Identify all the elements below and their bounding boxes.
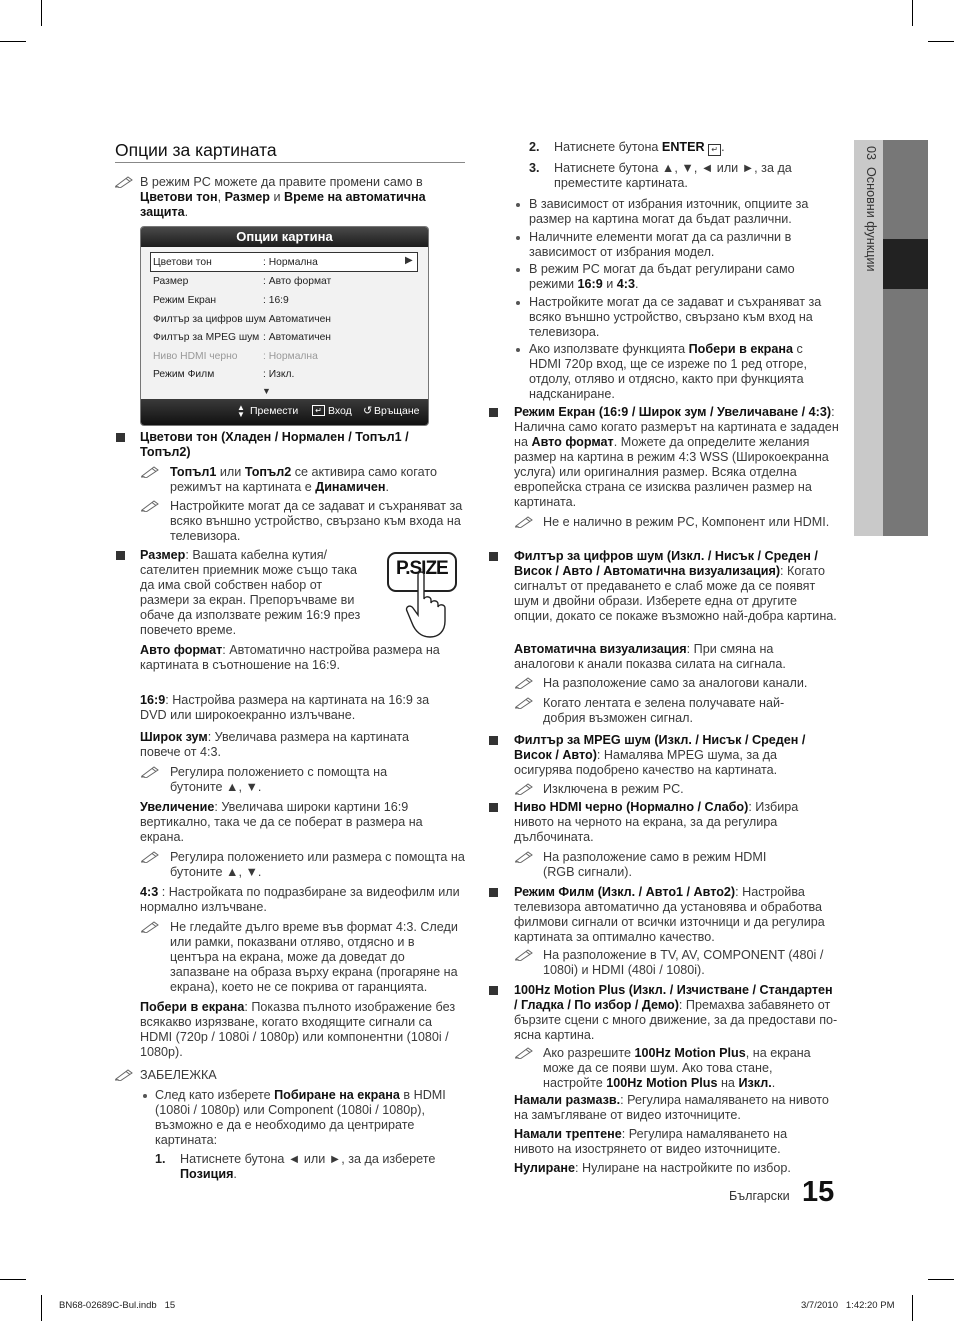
picture-options-menu xyxy=(140,226,429,426)
crop-mark xyxy=(912,1295,913,1321)
chevron-right-icon: ▶ xyxy=(405,255,413,266)
color-tone-note-2: Настройките могат да се задават и съхраняват за всяко външно устройство, свързано към входа на телевизора. xyxy=(170,499,463,543)
zoom-paragraph: Увеличение: Увеличава широки картини 16:9 вертикално, така че да се поберат в размера на екрана. xyxy=(140,800,423,844)
motion-plus-note: Ако разрешите 100Hz Motion Plus, на екрана може да се появи шум. Ако това стане, настройте 100Hz Motion Plus на Изкл.. xyxy=(543,1046,811,1090)
note-icon xyxy=(514,849,536,863)
step-number: 3. xyxy=(529,161,540,175)
print-file-info: BN68-02689C-Bul.indb 15 xyxy=(59,1300,176,1311)
bullet-dot xyxy=(516,348,520,352)
ratio-43-note: Не гледайте дълго време във формат 4:3. Следи или рамки, показвани отляво, отдясно и в центъра на екрана, може да доведат до запазване на образа върху екрана (прогаряне на екрана), което не се покрива от гаранцията. xyxy=(170,920,458,994)
page-heading: Опции за картината xyxy=(115,140,277,160)
film-mode-paragraph: Режим Филм (Изкл. / Авто1 / Авто2): Настройва телевизора автоматично да установява и обработва филмови сигнали от всички източници и да регулира картината за оптимално качество. xyxy=(514,885,825,944)
info-bullet: В режим PC могат да бъдат регулирани само режими 16:9 и 4:3. xyxy=(529,262,795,291)
info-bullet: Ако използвате функцията Побери в екрана с HDMI 720p вход, ще се изреже по 1 ред отгоре, отдолу, отляво и отдясно, както при функцията надсканиране. xyxy=(529,342,807,401)
zoom-note: Регулира положението или размера с помощта на бутоните ▲, ▼. xyxy=(170,850,465,879)
ratio-169-paragraph: 16:9: Настройва размера на картината на 16:9 за DVD или широкоекранно излъчване. xyxy=(140,693,430,722)
crop-mark xyxy=(0,1279,26,1280)
chapter-number: 03 xyxy=(864,146,878,161)
wide-zoom-note: Регулира положението с помощта на бутоните ▲, ▼. xyxy=(170,765,388,794)
note-icon xyxy=(514,781,536,795)
bullet-dot xyxy=(516,268,520,272)
info-bullet: Настройките могат да се задават и съхраняват за всяко външно устройство, свързано към вход на телевизора. xyxy=(529,295,822,339)
remark-title: ЗАБЕЛЕЖКА xyxy=(140,1068,217,1082)
color-tone-note-1: Топъл1 или Топъл2 се активира само когато режимът на картината е Динамичен. xyxy=(170,465,437,494)
section-bullet xyxy=(116,433,125,442)
print-datetime: 3/7/2010 1:42:20 PM xyxy=(801,1300,895,1311)
footer-language: Български xyxy=(729,1189,790,1203)
section-bullet xyxy=(489,736,498,745)
step-3: Натиснете бутона ▲, ▼, ◄ или ►, за да преместите картината. xyxy=(554,161,792,190)
chapter-tab-marker xyxy=(883,239,928,289)
note-icon xyxy=(140,919,162,933)
wide-zoom-paragraph: Широк зум: Увеличава размера на картината повече от 4:3. xyxy=(140,730,410,759)
psize-button-illustration xyxy=(384,549,462,641)
step-2: Натиснете бутона ENTER ↵ . xyxy=(554,140,725,154)
note-icon xyxy=(514,675,536,689)
menu-row[interactable]: Режим Филм : Изкл. xyxy=(153,369,295,380)
crop-mark xyxy=(0,41,26,42)
note-icon xyxy=(140,764,162,778)
reset-paragraph: Нулиране: Нулиране на настройките по избор. xyxy=(514,1161,791,1175)
psize-label: P.SIZE xyxy=(396,558,448,579)
color-tone-title: Цветови тон (Хладен / Нормален / Топъл1 / Топъл2) xyxy=(140,430,409,459)
bullet-dot xyxy=(143,1094,147,1098)
menu-nav-bar xyxy=(141,399,428,425)
bullet-dot xyxy=(516,301,520,305)
intro-note: В режим PC можете да правите промени само в Цветови тон, Размер и Време на автоматична защита. xyxy=(140,175,426,219)
digital-nr-note-2: Когато лентата е зелена получавате най-добрия възможен сигнал. xyxy=(543,696,785,725)
note-icon xyxy=(514,1045,536,1059)
hdmi-black-note: На разположение само в режим HDMI (RGB сигнали). xyxy=(543,850,767,879)
pointing-hand-icon xyxy=(404,571,456,639)
digital-nr-note-1: На разположение само за аналогови канали. xyxy=(543,676,808,690)
note-icon xyxy=(514,695,536,709)
note-icon xyxy=(140,498,162,512)
step-number: 1. xyxy=(155,1152,166,1166)
note-icon xyxy=(114,174,136,188)
section-bullet xyxy=(489,803,498,812)
screen-mode-note: Не е налично в режим PC, Компонент или HDMI. xyxy=(543,515,830,529)
bullet-dot xyxy=(516,203,520,207)
nav-return-label: Връщане xyxy=(374,405,420,417)
chapter-tab-text xyxy=(858,146,878,526)
menu-row[interactable]: Филтър за MPEG шум : Автоматичен xyxy=(153,332,331,343)
scroll-down-icon[interactable]: ▼ xyxy=(262,386,271,396)
menu-row[interactable]: Размер : Авто формат xyxy=(153,276,332,287)
nav-enter-label: Вход xyxy=(328,405,352,417)
return-icon: ↺ xyxy=(363,405,373,417)
enter-icon: ↵ xyxy=(708,144,721,156)
info-bullet: В зависимост от избрания източник, опциите за размер на картина могат да бъдат различни. xyxy=(529,197,809,226)
film-mode-note: На разположение в TV, AV, COMPONENT (480i / 1080i) и HDMI (480i / 1080i). xyxy=(543,948,824,977)
menu-row[interactable]: Филтър за цифров шум : Автоматичен xyxy=(153,314,331,325)
crop-mark xyxy=(928,41,954,42)
section-bullet xyxy=(489,408,498,417)
page-number: 15 xyxy=(802,1176,835,1208)
menu-row[interactable]: Режим Екран : 16:9 xyxy=(153,295,289,306)
heading-rule xyxy=(115,162,465,163)
step-number: 2. xyxy=(529,140,540,154)
note-icon xyxy=(140,464,162,478)
step-1: Натиснете бутона ◄ или ►, за да изберете Позиция. xyxy=(180,1152,436,1181)
info-bullet: Наличните елементи могат да са различни в зависимост от избрания модел. xyxy=(529,230,792,259)
chapter-label: Основни функции xyxy=(864,167,878,272)
mpeg-nr-note: Изключена в режим PC. xyxy=(543,782,684,796)
move-icon: ▲ ▼ xyxy=(237,403,245,419)
hdmi-black-paragraph: Ниво HDMI черно (Нормално / Слабо): Избира нивото на черното на екрана, за да регулира дълбочината. xyxy=(514,800,799,844)
note-icon xyxy=(140,849,162,863)
motion-plus-paragraph: 100Hz Motion Plus (Изкл. / Изчистване / Стандартен / Гладка / По избор / Демо): Премахва забавянето от бързите сцени с много движение, за да предостави по-ясна картина. xyxy=(514,983,838,1042)
blur-reduction-paragraph: Намали размазв.: Регулира намаляването на нивото на замъгляване от видео източниците. xyxy=(514,1093,829,1122)
menu-title: Опции картина xyxy=(141,227,428,247)
auto-format-paragraph: Авто формат: Автоматично настройва размера на картината в съотношение на 16:9. xyxy=(140,643,440,672)
note-icon xyxy=(514,514,536,528)
mpeg-nr-paragraph: Филтър за MPEG шум (Изкл. / Нисък / Среден / Висок / Авто): Намалява MPEG шума, за да осигурява подобрено качество на картината. xyxy=(514,733,806,777)
screen-mode-paragraph: Режим Екран (16:9 / Широк зум / Увеличаване / 4:3): Налична само когато размерът на картината е зададен на Авто формат. Можете да определите желания размер на картина в режим 4:3 WSS (Широкоекранна услуга) или оригиналния размер. Всяка отделна европейска страна се изисква различен размер на картината. xyxy=(514,405,839,509)
nav-move-label: Премести xyxy=(250,405,299,417)
bullet-dot xyxy=(516,236,520,240)
chapter-tab-shade xyxy=(883,140,928,536)
ratio-43-paragraph: 4:3 : Настройката по подразбиране за видеофилм или нормално излъчване. xyxy=(140,885,460,914)
remark-bullet: След като изберете Побиране на екрана в HDMI (1080i / 1080p) или Component (1080i / 1080p), възможно е да е необходимо да центрирате картината: xyxy=(155,1088,446,1147)
fit-screen-paragraph: Побери в екрана: Показва пълното изображение без всякакво изрязване, когато входящите сигнали са HDMI (720p / 1080i / 1080p) или компонентни (1080i / 1080p). xyxy=(140,1000,456,1059)
menu-row-disabled: Ниво HDMI черно : Нормална xyxy=(153,351,318,362)
note-icon xyxy=(514,947,536,961)
section-bullet xyxy=(489,888,498,897)
enter-icon: ↵ xyxy=(312,405,325,416)
section-bullet xyxy=(116,551,125,560)
crop-mark xyxy=(912,0,913,26)
judder-reduction-paragraph: Намали трептене: Регулира намаляването на нивото на изострянето от видео източниците. xyxy=(514,1127,788,1156)
size-paragraph: Размер: Вашата кабелна кутия/ сателитен приемник може също така да има свой собствен набор от размери за екран. Препоръчваме ви обаче да използвате режим 16:9 през повечето време. xyxy=(140,548,361,637)
crop-mark xyxy=(41,1295,42,1321)
auto-visualization-paragraph: Автоматична визуализация: При смяна на аналогови к анали показва силата на сигнала. xyxy=(514,642,786,671)
section-bullet xyxy=(489,986,498,995)
digital-nr-paragraph: Филтър за цифров шум (Изкл. / Нисък / Среден / Висок / Авто / Автоматична визуализация): Когато сигналът от предаването е слаб може да се появят шум и двойни образи. Изберете една от другите опции, докато се покаже възможно най-добра картина. xyxy=(514,549,837,623)
crop-mark xyxy=(928,1279,954,1280)
crop-mark xyxy=(41,0,42,26)
menu-row[interactable]: Цветови тон : Нормална xyxy=(153,257,318,268)
section-bullet xyxy=(489,552,498,561)
note-icon xyxy=(114,1067,136,1081)
